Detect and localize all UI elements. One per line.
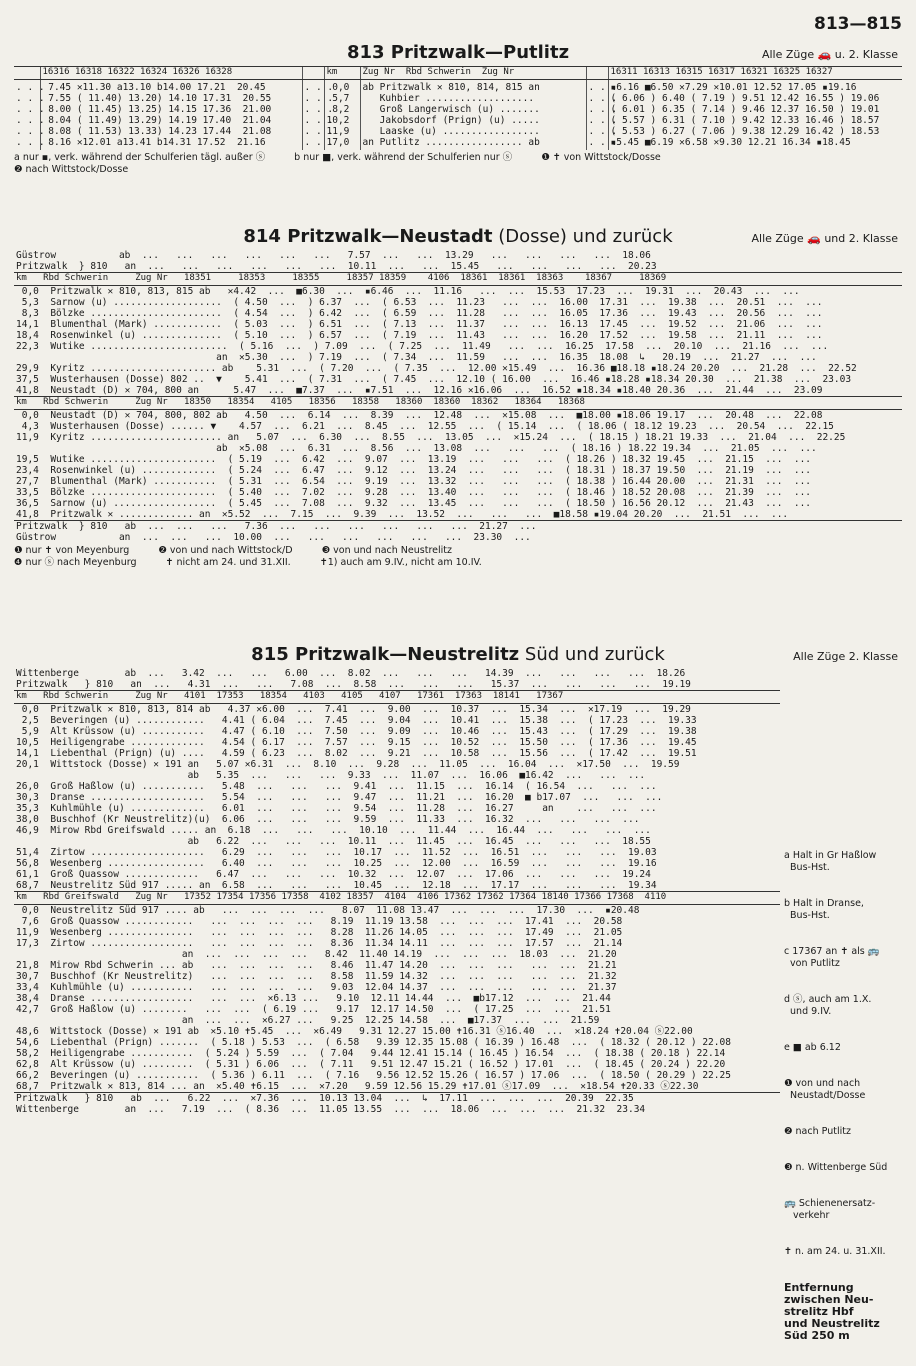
footnote: b nur ■, verk. während der Schulferien nur ⓢ (294, 152, 513, 163)
title-814-light: (Dosse) und zurück (492, 226, 673, 247)
table-row: 68,7 Pritzwalk ✕ 813, 814 ... an ✕5.40 ✝6.15 ... ✕7.20 9.59 12.56 15.29 ✝17.01 ⓢ17.09 ... ✕18.54 ✝20.33 ⓢ22.30 (16, 1081, 699, 1092)
footnote: ❸ von und nach Neustrelitz (321, 545, 452, 556)
header-trains-left: 16316 16318 16322 16324 16326 16328 (40, 67, 302, 80)
table-row: 17,3 Zirtow .................. ... ... ... ... 8.36 11.34 14.11 ... ... ... 17.57 ... 21.14 (16, 938, 623, 949)
table-row: 23,4 Rosenwinkel (u) ............. ( 5.24 ... 6.47 ... 9.12 ... 13.24 ... ... ... ( 18.31 ) 18.37 19.50 ... 21.19 ... ... (16, 465, 812, 476)
footnote: a nur ▪, verk. während der Schulferien tägl. außer ⓢ (14, 152, 266, 163)
note-815: Alle Züge 2. Klasse (793, 650, 898, 663)
timetable-815 (14, 642, 902, 1342)
table-row: 22,3 Wutike ........................ ( 5.16 ... ) 7.09 ... ( 7.25 ... 11.49 ... ... 16.25 17.58 ... 20.10 ... 21.16 ... ... (16, 341, 829, 352)
note-814: Alle Züge 🚗 und 2. Klasse (751, 232, 898, 245)
header-trains-right: 16311 16313 16315 16317 16321 16325 16327 (608, 67, 902, 80)
table-row: 35,3 Kuhlmühle (u) ............. 6.01 ... ... ... 9.54 ... 11.28 ... 16.27 an ... ... ... (16, 803, 657, 814)
table-row: 5,3 Sarnow (u) ................... ( 4.50 ... ) 6.37 ... ( 6.53 ... 11.23 ... ... 16.00 17.31 ... 19.38 ... 20.51 ... ... (16, 297, 823, 308)
footnotes-813 (14, 152, 902, 176)
table-row: 51,4 Zirtow .................... 6.29 ... ... ... 10.17 ... 11.52 ... 16.51 ... ... ... 19.03 (16, 847, 657, 858)
side-note: c 17367 an ✝ als 🚌 von Putlitz (784, 946, 880, 969)
table-row: 38,4 Dranse .................. ... ... ✕6.13 ... 9.10 12.11 14.44 ... ■b17.12 ... ... 21.44 (16, 993, 611, 1004)
side-note: ✝ n. am 24. u. 31.XII. (784, 1246, 886, 1257)
table-row: 48,6 Wittstock (Dosse) ✕ 191 ab ✕5.10 ✝5.45 ... ✕6.49 9.31 12.27 15.00 ✝16.31 ⓢ16.40 ... ✕18.24 ✝20.04 ⓢ22.00 (16, 1026, 693, 1037)
pre-row: Güstrow ab ... ... ... ... ... ... 7.57 ... ... 13.29 ... ... ... ... 18.06 (16, 250, 651, 261)
table-815 (14, 668, 780, 1115)
table-row: 30,3 Dranse .................... 5.54 ... ... ... 9.47 ... 11.21 ... 16.20 ■ b17.07 ... ... ... (16, 792, 663, 803)
pre-row: Pritzwalk } 810 an ... 4.31 ... ... 7.08 ... 8.58 ... ... ... 15.37 ... ... ... ... 19.19 (16, 679, 691, 690)
header-row: km Rbd Schwerin Zug Nr 4101 17353 18354 4103 4105 4107 17361 17363 18141 17367 (14, 691, 780, 704)
footnote: ❷ von und nach Wittstock/D (158, 545, 293, 556)
footnote: ✝ nicht am 24. und 31.XII. (165, 557, 291, 568)
footnote: ❶ nur ✝ von Meyenburg (14, 545, 130, 556)
table-row: 38,0 Buschhof (Kr Neustrelitz)(u) 6.06 ... ... ... 9.59 ... 11.33 ... 16.32 ... ... ... ... (16, 814, 640, 825)
table-row: 66,2 Beveringen (u) ........... ( 5.36 ) 6.11 ... ( 7.16 9.56 12.52 15.26 ( 16.57 ) 17.06 ... ( 18.50 ( 20.29 ) 22.25 (16, 1070, 731, 1081)
title-813: 813 Pritzwalk—Putlitz (346, 42, 570, 63)
header-row: km Rbd Schwerin Zug Nr 18350 18354 4105 18356 18358 18360 18360 18362 18364 18368 (14, 397, 902, 410)
table-row: 41,8 Neustadt (D) ✕ 704, 800 an 5.47 ... ■7.37 ... ▪7.51 ... 12.16 ✕16.06 ... 16.52 ▪18.34 ▪18.40 20.36 ... 21.44 ... 23.09 (16, 385, 823, 396)
col-dots: . . . . . . . . . . . . . . . . . . (302, 80, 324, 151)
side-note: d ⓢ, auch am 1.X. und 9.IV. (784, 994, 872, 1017)
col-times-down: 7.45 ✕11.30 a13.10 b14.00 17.21 20.45 7.55 ( 11.40) 13.20) 14.10 17.31 20.55 8.00 ( 11.45) 13.25) 14.15 17.36 21.00 8.04 ( 11.49) 13.29) 14.19 17.40 21.04 8.08 ( 11.53) 13.33) 14.23 17.44 21.08 8.16 ✕12.01 a13.41 b14.31 17.52 21.16 (40, 80, 302, 151)
col-dots: . . . . . . . . . . . . . . . . . . (586, 80, 608, 151)
col-times-up: ▪6.16 ■6.50 ✕7.29 ✕10.01 12.52 17.05 ▪19.16 ( 6.06 ) 6.40 ( 7.19 ) 9.51 12.42 16.55 ) 19.06 ( 6.01 ) 6.35 ( 7.14 ) 9.46 12.37 16.50 ) 19.01 ( 5.57 ) 6.31 ( 7.10 ) 9.42 12.33 16.46 ) 18.57 ( 5.53 ) 6.27 ( 7.06 ) 9.38 12.29 16.42 ) 18.53 ▪5.45 ■6.19 ✕6.58 ✕9.30 12.21 16.34 ▪18.45 (608, 80, 902, 151)
table-row: 19,5 Wutike ...................... ( 5.19 ... 6.42 ... 9.07 ... 13.19 ... ... ... ( 18.26 ) 18.32 19.45 ... 21.15 ... ... (16, 454, 812, 465)
table-row: 18,4 Rosenwinkel (u) .............. ( 5.10 ... ) 6.57 ... ( 7.19 ... 11.43 ... ... 16.20 17.52 ... 19.58 ... 21.11 ... ... (16, 330, 823, 341)
table-row: 37,5 Wusterhausen (Dosse) 802 .. ▼ 5.41 ... ( 7.31 ... ( 7.45 ... 12.10 ( 16.00 ... 16.46 ▪18.28 ▪18.34 20.30 ... 21.38 ... 23.03 (16, 374, 852, 385)
table-row: 46,9 Mirow Rbd Greifswald ..... an 6.18 ... ... ... 10.10 ... 11.44 ... 16.44 ... ... ... ... (16, 825, 651, 836)
table-row: 8,3 Bölzke ....................... ( 4.54 ... ) 6.42 ... ( 6.59 ... 11.28 ... ... 16.05 17.36 ... 19.43 ... 20.56 ... ... (16, 308, 823, 319)
footnote: ✝1) auch am 9.IV., nicht am 10.IV. (319, 557, 482, 568)
note-813: Alle Züge 🚗 u. 2. Klasse (761, 48, 898, 61)
table-row: 11,9 Wesenberg ............... ... ... ... ... 8.28 11.26 14.05 ... ... ... 17.49 ... 21.05 (16, 927, 623, 938)
title-814-bold: 814 Pritzwalk—Neustadt (243, 226, 493, 247)
table-row: 33,4 Kuhlmühle (u) ........... ... ... ... ... 9.03 12.04 14.37 ... ... ... ... ... 21.37 (16, 982, 617, 993)
table-row: 21,8 Mirow Rbd Schwerin ... ab ... ... ... ... 8.46 11.47 14.20 ... ... ... ... ... 21.21 (16, 960, 617, 971)
footnote: ❷ nach Wittstock/Dosse (14, 164, 129, 175)
post-row: Pritzwalk } 810 ab ... 6.22 ... ✕7.36 ... 10.13 13.04 ... ↳ 17.11 ... ... ... 20.39 22.35 (14, 1093, 780, 1105)
post-row: Pritzwalk } 810 ab ... ... ... 7.36 ... ... ... ... ... ... 21.27 ... (14, 521, 902, 533)
table-row: 33,5 Bölzke ...................... ( 5.40 ... 7.02 ... 9.28 ... 13.40 ... ... ... ( 18.46 ) 18.52 20.08 ... 21.39 ... ... (16, 487, 812, 498)
side-note: ❶ von und nach Neustadt/Dosse (784, 1078, 866, 1101)
table-814 (14, 250, 902, 543)
table-row: 26,0 Groß Haßlow (u) ........... 5.48 ... ... ... 9.41 ... 11.15 ... 16.14 ( 16.54 ... ... ... (16, 781, 657, 792)
side-notes-815 (784, 826, 902, 1366)
table-row: 14,1 Liebenthal (Prign) (u) .... 4.59 ( 6.23 ... 8.02 ... 9.21 ... 10.58 ... 15.56 ... ( 17.42 ... 19.51 (16, 748, 697, 759)
table-row: 56,8 Wesenberg ................. 6.40 ... ... ... 10.25 ... 12.00 ... 16.59 ... ... ... 19.16 (16, 858, 657, 869)
table-row: 61,1 Groß Quassow ............. 6.47 ... ... ... 10.32 ... 12.07 ... 17.06 ... ... ... 19.24 (16, 869, 651, 880)
table-row: ab 6.22 ... ... ... 10.11 ... 11.45 ... 16.45 ... ... ... 18.55 (16, 836, 651, 847)
table-row: 11,9 Kyritz ....................... an 5.07 ... 6.30 ... 8.55 ... 13.05 ... ✕15.24 ... ( 18.15 ) 18.21 19.33 ... 21.04 ... 22.25 (16, 432, 846, 443)
table-row: 5,9 Alt Krüssow (u) ........... 4.47 ( 6.10 ... 7.50 ... 9.09 ... 10.46 ... 15.43 ... ( 17.29 ... 19.38 (16, 726, 697, 737)
table-row: 29,9 Kyritz ...................... ab 5.31 ... ( 7.20 ... ( 7.35 ... 12.00 ✕15.49 ... 16.36 ■18.18 ▪18.24 20.20 ... 21.28 ... 22.52 (16, 363, 857, 374)
table-row: 54,6 Liebenthal (Prign) ....... ( 5.18 ) 5.53 ... ( 6.58 9.39 12.35 15.08 ( 16.39 ) 16.48 ... ( 18.32 ( 20.12 ) 22.08 (16, 1037, 731, 1048)
table-813 (14, 66, 902, 150)
timetable-813 (14, 40, 902, 176)
side-note: ❷ nach Putlitz (784, 1126, 851, 1137)
title-815 (14, 644, 902, 665)
table-row: 58,2 Heiligengrabe ........... ( 5.24 ) 5.59 ... ( 7.04 9.44 12.41 15.14 ( 16.45 ) 16.54 ... ( 18.38 ( 20.18 ) 22.14 (16, 1048, 726, 1059)
side-note: ❸ n. Wittenberge Süd (784, 1162, 888, 1173)
table-row: 62,8 Alt Krüssow (u) ......... ( 5.31 ) 6.06 ... ( 7.11 9.51 12.47 15.21 ( 16.52 ) 17.01 ... ( 18.45 ( 20.24 ) 22.20 (16, 1059, 726, 1070)
table-row: 2,5 Beveringen (u) ............ 4.41 ( 6.04 ... 7.45 ... 9.04 ... 10.41 ... 15.38 ... ( 17.23 ... 19.33 (16, 715, 697, 726)
header-km: km (324, 67, 360, 80)
title-815-light: Süd und zurück (519, 644, 665, 665)
footnote: ❹ nur ⓢ nach Meyenburg (14, 557, 137, 568)
table-row: 0,0 Pritzwalk ✕ 810, 813, 815 ab ✕4.42 ... ■6.30 ... ▪6.46 ... 11.16 ... ... 15.53 17.23 ... 19.31 ... 20.43 ... ... (16, 286, 800, 297)
distance-note: Entfernung zwischen Neu- strelitz Hbf und Neustrelitz Süd 250 m (784, 1281, 880, 1342)
footnote: ❶ ✝ von Wittstock/Dosse (541, 152, 661, 163)
side-note: e ■ ab 6.12 (784, 1042, 841, 1053)
side-note: a Halt in Gr Haßlow Bus-Hst. (784, 850, 877, 873)
table-row: 20,1 Wittstock (Dosse) ✕ 191 an 5.07 ✕6.31 ... 8.10 ... 9.28 ... 11.05 ... 16.04 ... ✕17.50 ... 19.59 (16, 759, 680, 770)
col-dots: . . . . . . . . . . . . . . . . . . (16, 82, 45, 148)
table-row: an ✕5.30 ... ) 7.19 ... ( 7.34 ... 11.59 ... ... 16.35 18.08 ↳ 20.19 ... 21.27 ... ... (16, 352, 817, 363)
col-stations: ab Pritzwalk ✕ 810, 814, 815 an Kuhbier ................... Groß Langerwisch (u) ....... Jakobsdorf (Prign) (u) ..... Laaske (u) ................. an Putlitz ................. ab (360, 80, 586, 151)
table-row: 68,7 Neustrelitz Süd 917 ..... an 6.58 ... ... ... 10.45 ... 12.18 ... 17.17 ... ... ... 19.34 (16, 880, 657, 891)
table-row: 10,5 Heiligengrabe ............. 4.54 ( 6.17 ... 7.57 ... 9.15 ... 10.52 ... 15.50 ... ( 17.36 ... 19.45 (16, 737, 697, 748)
post-row: Wittenberge an ... 7.19 ... ( 8.36 ... 11.05 13.55 ... ... 18.06 ... ... ... 21.32 23.34 (16, 1104, 646, 1115)
table-row: 7,6 Groß Quassow ............ ... ... ... ... 8.19 11.19 13.58 ... ... ... 17.41 ... 20.58 (16, 916, 623, 927)
side-note: 🚌 Schienenersatz- verkehr (784, 1198, 876, 1221)
table-row: 42,7 Groß Haßlow (u) ........ ... ... ( 6.19 ... 9.17 12.17 14.50 ... ( 17.25 ... ... 21.51 (16, 1004, 611, 1015)
table-row: 4,3 Wusterhausen (Dosse) ...... ▼ 4.57 ... 6.21 ... 8.45 ... 12.55 ... ( 15.14 ... ( 18.06 ( 18.12 19.23 ... 20.54 ... 22.15 (16, 421, 834, 432)
table-row: 0,0 Neustrelitz Süd 917 .... ab ... ... ... ... 8.07 11.08 13.47 ... ... ... 17.30 ... ▪20.48 (16, 905, 640, 916)
page-number: 813—815 (814, 14, 902, 34)
header-route: Zug Nr Rbd Schwerin Zug Nr (360, 67, 586, 80)
table-row: 36,5 Sarnow (u) .................. ( 5.45 ... 7.08 ... 9.32 ... 13.45 ... ... ... ( 18.50 ) 16.56 20.12 ... 21.43 ... ... (16, 498, 812, 509)
table-row: an ... ... ... ... 8.42 11.40 14.19 ... ... ... 18.03 ... 21.20 (16, 949, 617, 960)
table-row: ab ✕5.08 ... 6.31 ... 8.56 ... 13.08 ... ... ... ( 18.16 ) 18.22 19.34 ... 21.05 ... ... (16, 443, 817, 454)
table-row: 41,8 Pritzwalk ✕ ............. an ✕5.52 ... 7.15 ... 9.39 ... 13.52 ... ... ... ■18.58 ▪19.04 20.20 ... 21.51 ... ... (16, 509, 789, 520)
footnotes-814 (14, 545, 902, 569)
table-row: 27,7 Blumenthal (Mark) ........... ( 5.31 ... 6.54 ... 9.19 ... 13.32 ... ... ... ( 18.38 ) 16.44 20.00 ... 21.31 ... ... (16, 476, 812, 487)
col-km: 0,0 5,7 8,2 10,2 11,9 17,0 (324, 80, 360, 151)
pre-row: Pritzwalk } 810 an ... ... ... ... ... ... 10.11 ... ... 15.45 ... ... ... ... 20.23 (16, 261, 657, 272)
table-row: 0,0 Pritzwalk ✕ 810, 813, 814 ab 4.37 ✕6.00 ... 7.41 ... 9.00 ... 10.37 ... 15.34 ... ✕17.19 ... 19.29 (16, 704, 691, 715)
table-row: 30,7 Buschhof (Kr Neustrelitz) ... ... ... ... 8.58 11.59 14.32 ... ... ... ... ... 21.32 (16, 971, 617, 982)
table-row: 0,0 Neustadt (D) ✕ 704, 800, 802 ab 4.50 ... 6.14 ... 8.39 ... 12.48 ... ✕15.08 ... ■18.00 ▪18.06 19.17 ... 20.48 ... 22.08 (16, 410, 823, 421)
pre-row: Wittenberge ab ... 3.42 ... ... 6.00 ... 8.02 ... ... ... 14.39 ... ... ... ... 18.26 (16, 668, 686, 679)
header-row: km Rbd Schwerin Zug Nr 18351 18353 18355 18357 18359 4106 18361 18361 18363 18367 18369 (14, 273, 902, 286)
timetable-814 (14, 224, 902, 569)
header-row: km Rbd Greifswald Zug Nr 17352 17354 17356 17358 4102 18357 4104 4106 17362 17362 17364 18140 17366 17368 4110 (14, 892, 780, 905)
post-row: Güstrow an ... ... ... 10.00 ... ... ... ... ... ... 23.30 ... (16, 532, 531, 543)
table-row: an ... ... ✕6.27 ... 9.25 12.25 14.58 ... ■17.37 ... ... 21.59 (16, 1015, 600, 1026)
title-815-bold: 815 Pritzwalk—Neustrelitz (251, 644, 520, 665)
side-note: b Halt in Dranse, Bus-Hst. (784, 898, 864, 921)
table-row: 14,1 Blumenthal (Mark) ............ ( 5.03 ... ) 6.51 ... ( 7.13 ... 11.37 ... ... 16.13 17.45 ... 19.52 ... 21.06 ... ... (16, 319, 823, 330)
table-row: ab 5.35 ... ... ... 9.33 ... 11.07 ... 16.06 ■16.42 ... ... ... (16, 770, 646, 781)
